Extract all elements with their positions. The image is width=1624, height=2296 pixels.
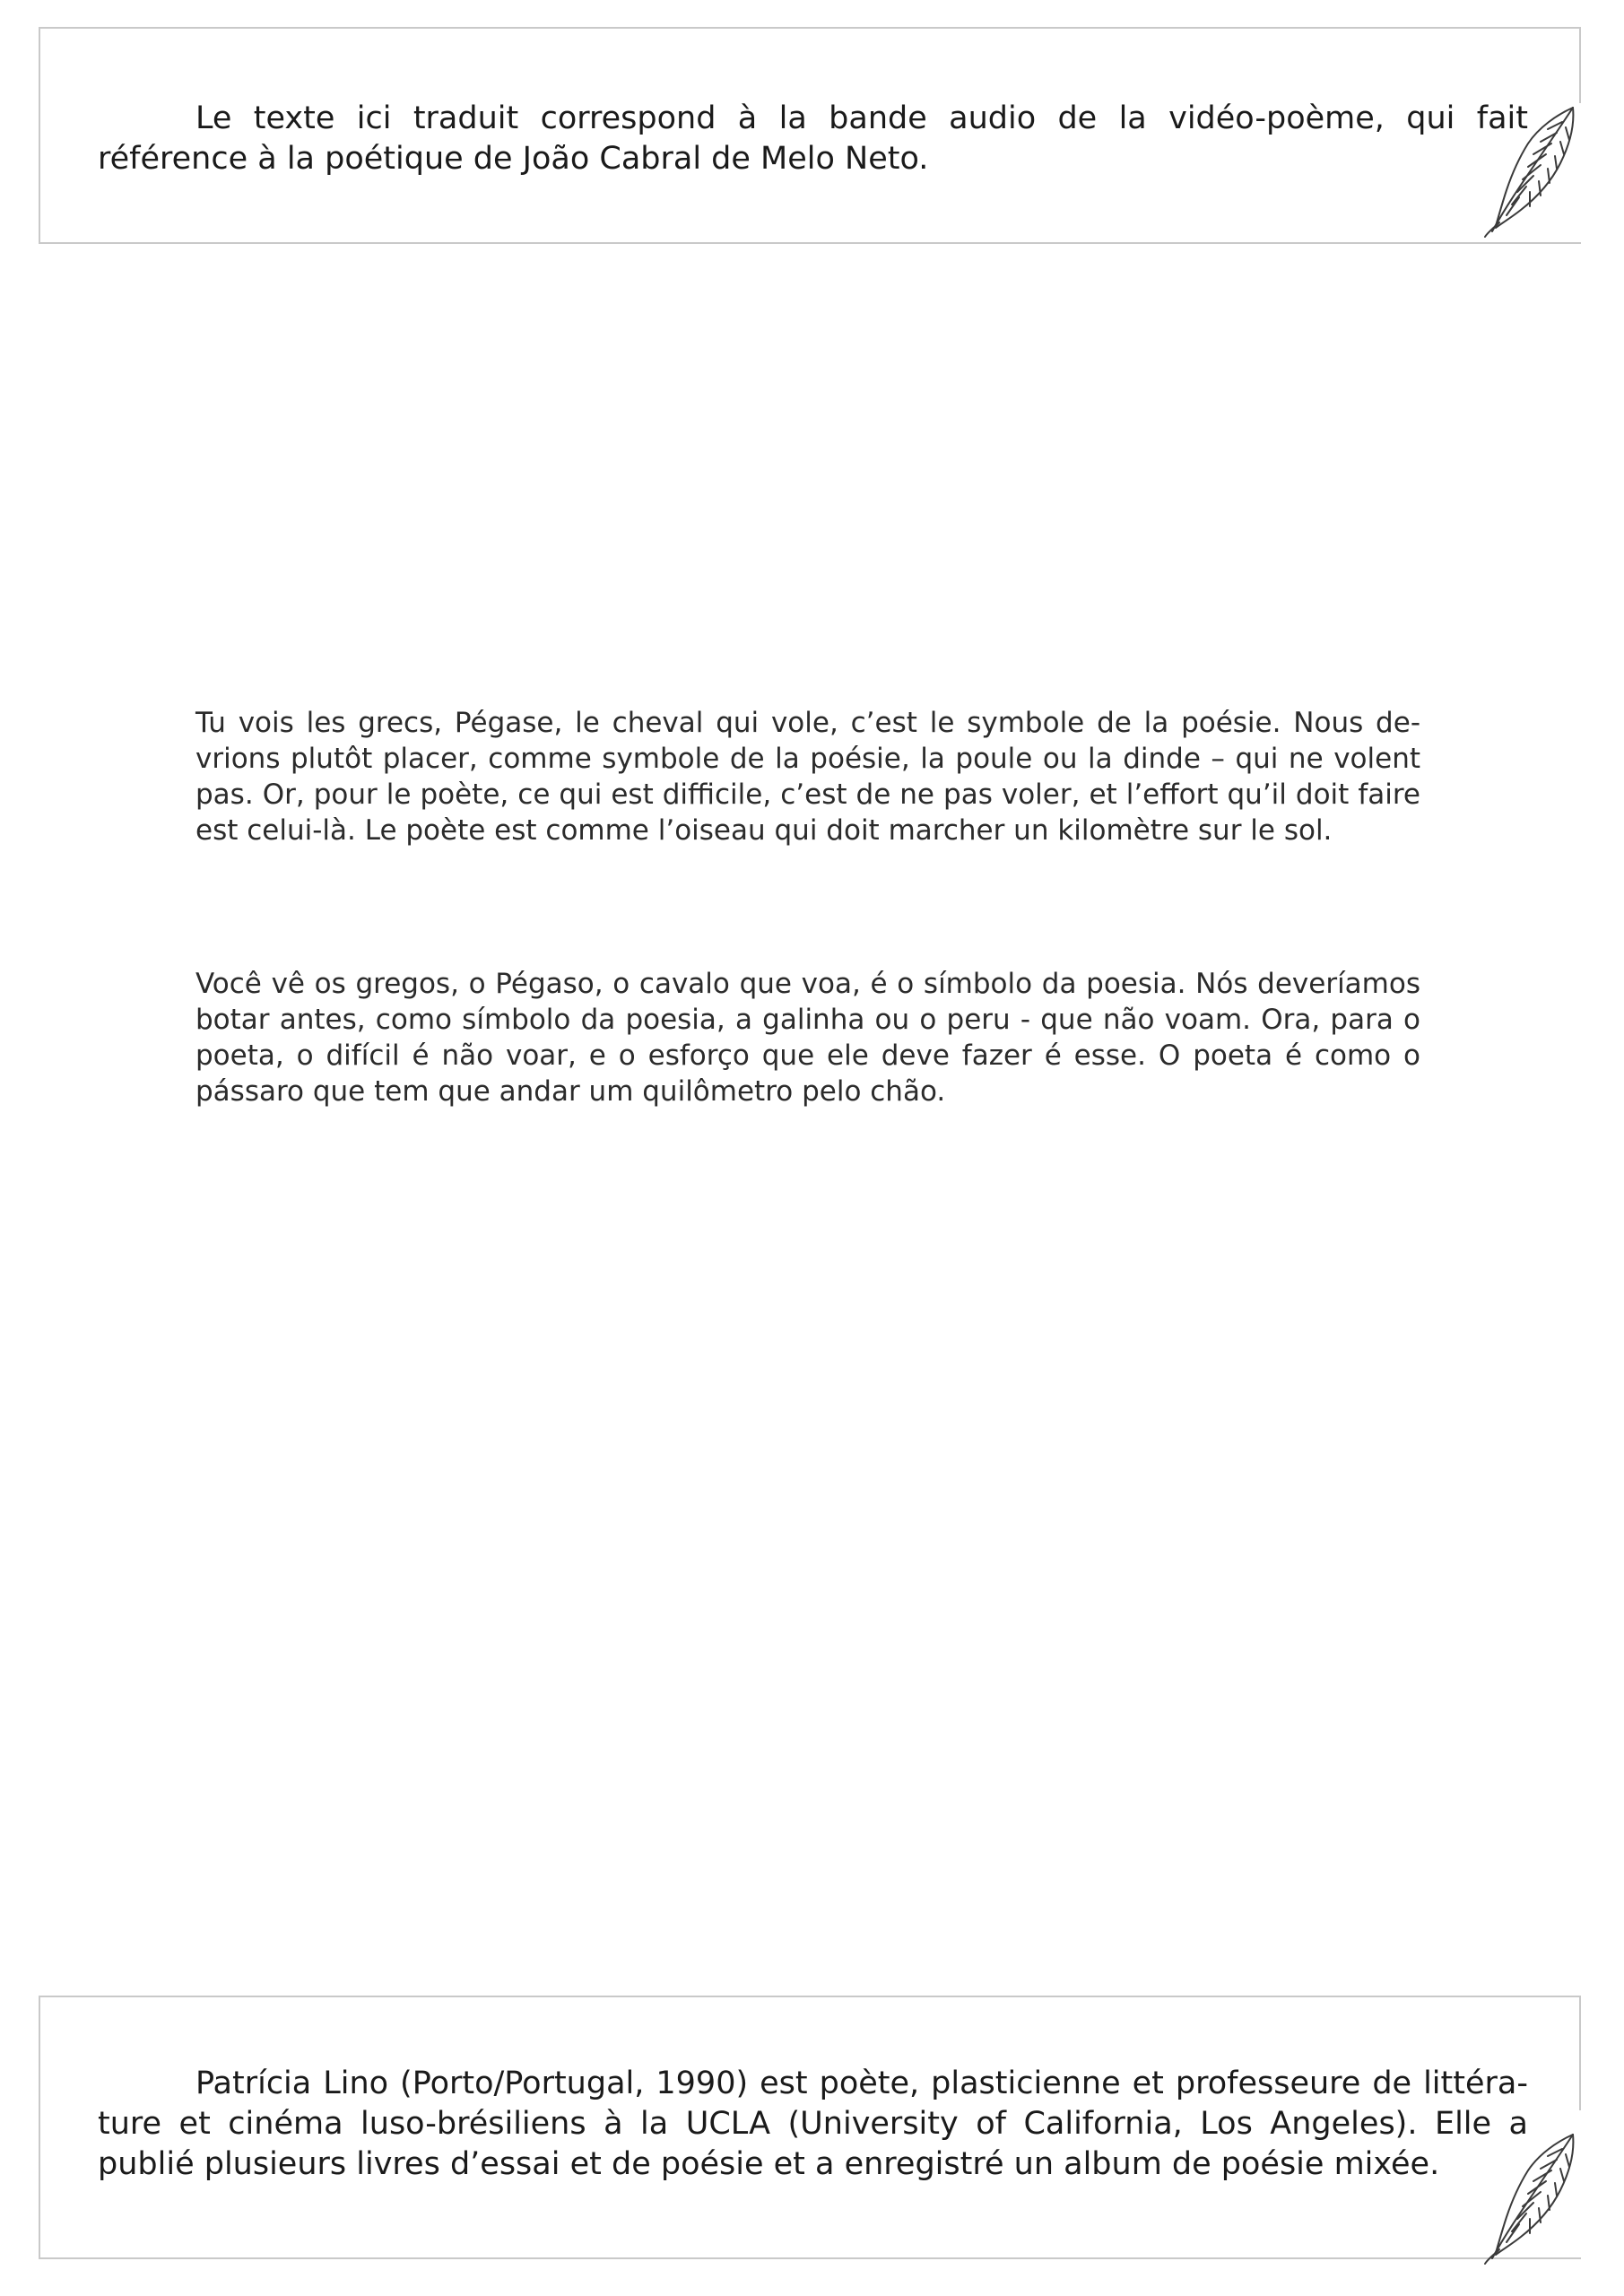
feather-quill-icon: [1476, 2124, 1584, 2267]
intro-note-frame: [39, 27, 1581, 244]
author-note-frame: [39, 1996, 1581, 2259]
frame-right-edge: [1579, 27, 1581, 103]
intro-note-text: Le texte ici traduit correspond à la bande audio de la vidéo-poème, qui fait référence à la poétique de João Cabral de Melo Neto.: [98, 100, 1528, 177]
frame-right-edge: [1579, 1996, 1581, 2110]
author-bio-text: Patrícia Lino (Porto/Portugal, 1990) est poète, plasticienne et professeure de littérature et cinéma luso-brésiliens à la UCLA (University of California, Los Angeles). Elle a publié plusieurs livres d’essai et de poésie et a enregistré un album de poésie mixée.: [98, 2066, 1528, 2182]
poem-portuguese: Você vê os gregos, o Pégaso, o cavalo que voa, é o símbolo da poesia. Nós deveríamos botar antes, como símbolo da poesia, a galinha ou o peru - que não voam. Ora, para o poeta, o difícil é não voar, e o esforço que ele deve fazer é esse. O poeta é como o pássaro que tem que andar um quilômetro pelo chão.: [195, 968, 1420, 1108]
feather-quill-icon: [1476, 97, 1584, 240]
poem-french: Tu vois les grecs, Pégase, le cheval qui vole, c’est le symbole de la poésie. Nous devrions plutôt placer, comme symbole de la poésie, la poule ou la dinde – qui ne volent pas. Or, pour le poète, ce qui est difficile, c’est de ne pas voler, et l’effort qu’il doit faire est celui-là. Le poète est comme l’oiseau qui doit marcher un kilomètre sur le sol.: [195, 707, 1420, 847]
